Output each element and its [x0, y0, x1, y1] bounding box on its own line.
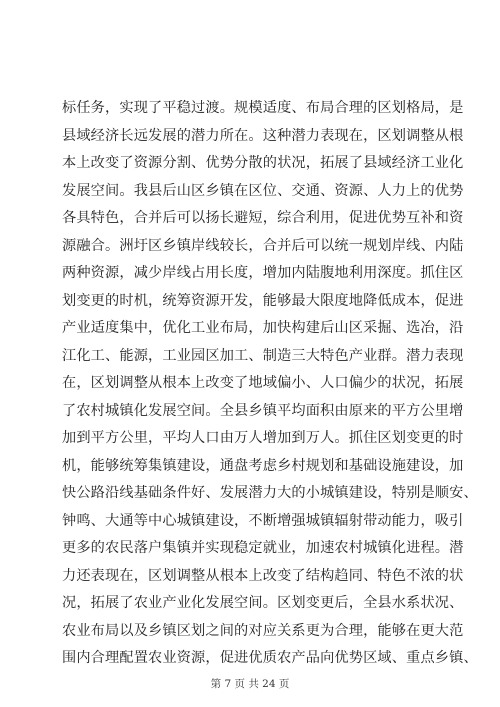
- text-line: 加到平方公里，平均人口由万人增加到万人。抓住区划变更的时: [62, 430, 464, 446]
- text-line: 发展空间。我县后山区乡镇在区位、交通、资源、人力上的优势: [62, 182, 464, 199]
- text-line: 在，区划调整从根本上改变了地域偏小、人口偏少的状况，拓展: [62, 375, 464, 391]
- text-line: 产业适度集中，优化工业布局，加快构建后山区采掘、选冶，沿: [62, 320, 464, 336]
- text-line: 两种资源，减少岸线占用长度，增加内陆腹地利用深度。抓住区: [62, 265, 464, 281]
- text-line: 江化工、能源，工业园区加工、制造三大特色产业群。潜力表现: [62, 347, 464, 364]
- text-line: 划变更的时机，统筹资源开发，能够最大限度地降低成本，促进: [62, 292, 464, 309]
- text-line: 本上改变了资源分割、优势分散的状况，拓展了县域经济工业化: [62, 155, 464, 171]
- text-line: 标任务，实现了平稳过渡。规模适度、布局合理的区划格局，是: [62, 100, 464, 116]
- text-line: 源融合。洲圩区乡镇岸线较长，合并后可以统一规划岸线、内陆: [62, 237, 464, 254]
- text-line: 农业布局以及乡镇区划之间的对应关系更为合理，能够在更大范: [62, 622, 464, 639]
- text-line: 围内合理配置农业资源，促进优质农产品向优势区域、重点乡镇、: [62, 650, 478, 666]
- text-line: 更多的农民落户集镇并实现稳定就业，加速农村城镇化进程。潜: [62, 540, 464, 556]
- text-line: 钟鸣、大通等中心城镇建设，不断增强城镇辐射带动能力，吸引: [62, 512, 464, 529]
- text-line: 县域经济长远发展的潜力所在。这种潜力表现在，区划调整从根: [62, 127, 464, 144]
- body-paragraph: [62, 95, 478, 673]
- text-line: 各具特色，合并后可以扬长避短，综合利用，促进优势互补和资: [62, 210, 464, 226]
- text-line: 了农村城镇化发展空间。全县乡镇平均面积由原来的平方公里增: [62, 402, 464, 419]
- page-footer: 第 7 页 共 24 页: [210, 678, 290, 690]
- text-line: 机，能够统筹集镇建设，通盘考虑乡村规划和基础设施建设，加: [62, 457, 464, 474]
- text-line: 况，拓展了农业产业化发展空间。区划变更后，全县水系状况、: [62, 595, 464, 611]
- text-line: 快公路沿线基础条件好、发展潜力大的小城镇建设，特别是顺安、: [62, 485, 478, 501]
- text-line: 力还表现在，区划调整从根本上改变了结构趋同、特色不浓的状: [62, 567, 464, 584]
